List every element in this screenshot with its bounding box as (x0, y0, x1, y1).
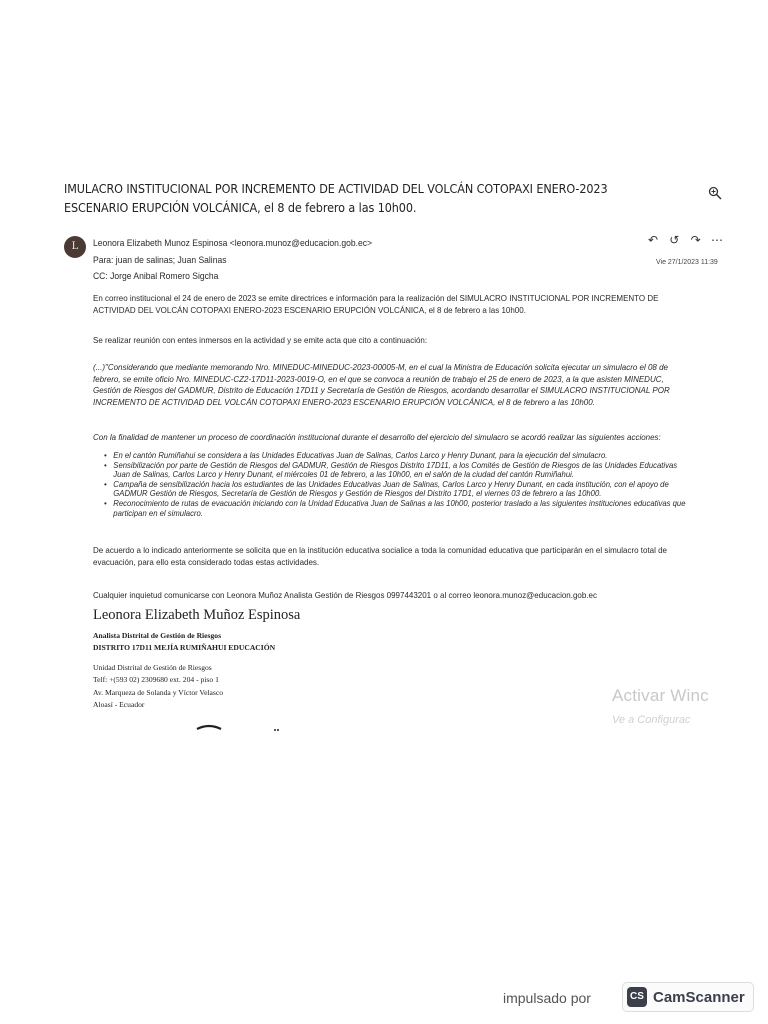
signature-unit: Unidad Distrital de Gestión de Riesgos (93, 663, 212, 672)
activation-watermark-title: Activar Winc (612, 686, 709, 705)
email-date: Vie 27/1/2023 11:39 (656, 257, 718, 266)
email-subject: IMULACRO INSTITUCIONAL POR INCREMENTO DE ACTIVIDAD DEL VOLCÁN COTOPAXI ENERO-2023 ESCENARIO ERUPCIÓN VOLCÁNICA, el 8 de febrero a las 10h00. (64, 182, 608, 215)
camscanner-logo-icon: CS (627, 987, 647, 1007)
signature-role: Analista Distrital de Gestión de Riesgos (93, 631, 222, 640)
signature-district: DISTRITO 17D11 MEJÍA RUMIÑAHUI EDUCACIÓN (93, 643, 276, 652)
reply-all-icon[interactable]: ↺ (669, 233, 680, 247)
body-paragraph-intro: En correo institucional el 24 de enero de 2023 se emite directrices e información para la realización del SIMULACRO INSTITUCIONAL POR INCREMENTO DE ACTIVIDAD DEL VOLCÁN COTOPAXI ENERO-2023 ESCENARIO ERUPCIÓN VOLCÁNICA, el 8 de febrero a las 10h00. (93, 293, 659, 315)
sender-line: Leonora Elizabeth Munoz Espinosa <leonora.munoz@educacion.gob.ec> (93, 238, 372, 248)
scan-mark-icon (195, 723, 285, 733)
zoom-in-icon[interactable] (708, 186, 722, 200)
sender-avatar: L (64, 236, 86, 258)
list-item: • Campaña de sensibilización hacia los estudiantes de las Unidades Educativas Juan de Salinas, Carlos Larco y Henry Dunant, en cada institución, con el apoyo de GADMUR Gestión de Riesgos, Secretaría de Gestión de Riesgos y Gestión de Riesgos del Distrito 17D1, el viernes 03 de febrero a las 10h00. (104, 480, 690, 499)
more-icon[interactable]: ⋯ (710, 233, 723, 247)
body-paragraph-quote: (...)"Considerando que mediante memorando Nro. MINEDUC-MINEDUC-2023-00005-M, en el cual la Ministra de Educación solicita ejecutar un simulacro el 08 de febrero, se emite oficio Nro. MINEDUC-CZ2-17D11-2023-0019-O, en el que se convoca a reunión de trabajo el 25 de enero de 2023, a la que asisten MINEDUC, Gestión de Riesgos del GADMUR, Distrito de Educación 17D11 y Secretaría de Gestión de Riesgos, acordando desarrollar el SIMULACRO INSTITUCIONAL POR INCREMENTO DE ACTIVIDAD DEL VOLCÁN COTOPAXI ENERO-2023 ESCENARIO ERUPCIÓN VOLCÁNICA, el 8 de febrero a las 10h00. (93, 362, 670, 407)
body-paragraph-contact: Cualquier inquietud comunicarse con Leonora Muñoz Analista Gestión de Riesgos 0997443201 o al correo leonora.munoz@educacion.gob.ec (93, 590, 597, 600)
camscanner-badge (622, 982, 754, 1012)
activation-watermark-subtitle: Ve a Configurac (612, 714, 691, 726)
body-paragraph-request: De acuerdo a lo indicado anteriormente se solicita que en la institución educativa socialice a toda la comunidad educativa que participarán en el simulacro total de evacuación, para ello esta considerado todas estas actividades. (93, 545, 668, 567)
signature-name: Leonora Elizabeth Muñoz Espinosa (93, 607, 301, 623)
reply-icon[interactable]: ↶ (647, 233, 659, 247)
actions-list (104, 451, 690, 518)
message-actions (644, 232, 726, 248)
signature-address: Av. Marqueza de Solanda y Víctor Velasco (93, 688, 224, 697)
list-item: • En el cantón Rumiñahui se considera a las Unidades Educativas Juan de Salinas, Carlos Larco y Henry Dunant, para la ejecución del simulacro. (104, 451, 690, 461)
list-item: • Sensibilización por parte de Gestión de Riesgos del GADMUR, Gestión de Riesgos Distrito 17D11, a los Comités de Gestión de Riesgos de las Unidades Educativas Juan de Salinas, Carlos Larco y Henry Dunant, el miércoles 01 de febrero, a las 10h00, en el salón de la ciudad del cantón Rumiñahui. (104, 461, 690, 480)
recipients-line: Para: juan de salinas; Juan Salinas (93, 255, 227, 265)
camscanner-brand: CamScanner (653, 988, 745, 1006)
signature-phone: Telf: +(593 02) 2309680 ext. 204 - piso 1 (93, 675, 219, 684)
body-paragraph-actions-intro: Con la finalidad de mantener un proceso de coordinación institucional durante el desarrollo del ejercicio del simulacro se acordó realizar las siguientes acciones: (93, 432, 661, 442)
list-item: • Reconocimiento de rutas de evacuación iniciando con la Unidad Educativa Juan de Salinas a las 10h00, posterior traslado a las siguientes instituciones educativas que participan en el simulacro. (104, 499, 690, 518)
signature-city: Aloasí - Ecuador (93, 700, 145, 709)
cc-line: CC: Jorge Anibal Romero Sigcha (93, 271, 219, 281)
forward-icon[interactable]: ↷ (690, 233, 701, 247)
powered-by-text: impulsado por (503, 990, 591, 1006)
body-paragraph-meeting: Se realizar reunión con entes inmersos en la actividad y se emite acta que cito a continuación: (93, 335, 428, 345)
